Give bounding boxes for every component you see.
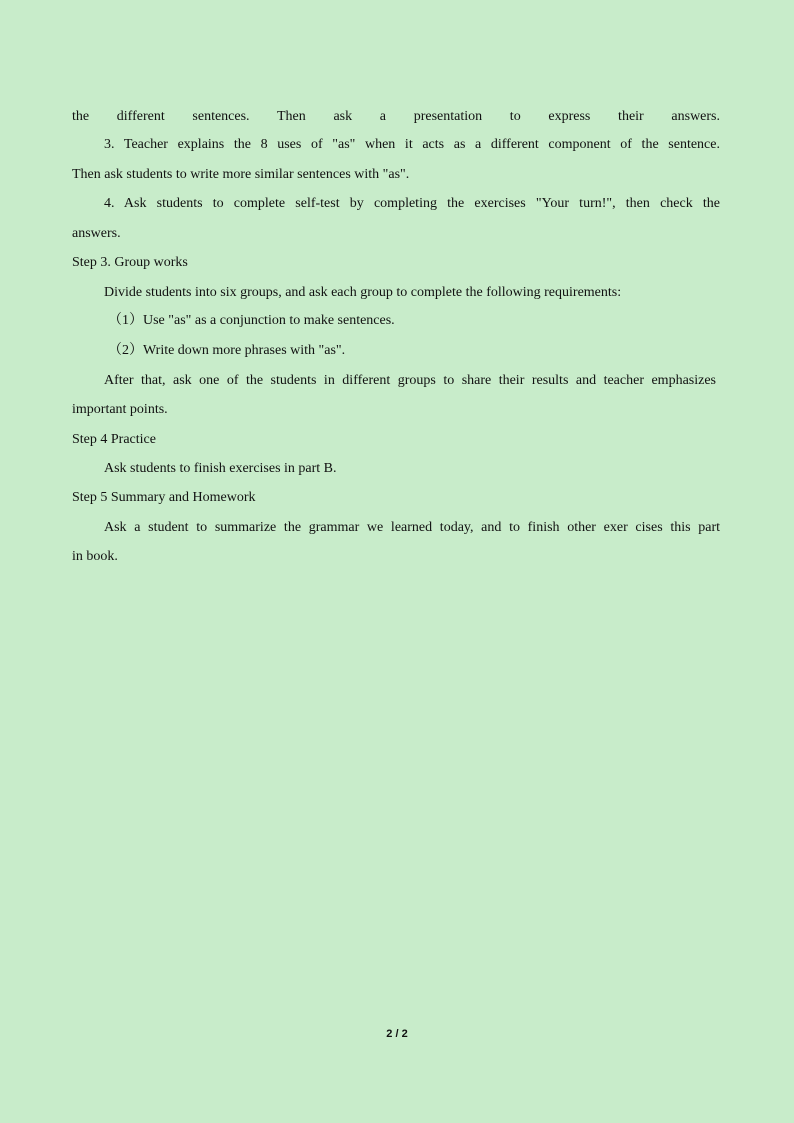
section-heading-step-3: Step 3. Group works <box>72 255 188 270</box>
requirement-item-1: （1）Use "as" as a conjunction to make sentences. <box>108 313 395 328</box>
list-item-4: 4. Ask students to complete self-test by completing the exercises "Your turn!", then check the <box>104 196 720 211</box>
list-item-3: 3. Teacher explains the 8 uses of "as" when it acts as a different component of the sentence. <box>104 137 720 152</box>
paragraph-line: Divide students into six groups, and ask each group to complete the following requirements: <box>104 285 622 300</box>
page-number: 2 / 2 <box>386 1028 408 1040</box>
paragraph-line: in book. <box>72 549 118 564</box>
section-heading-step-5: Step 5 Summary and Homework <box>72 490 256 505</box>
requirement-item-2: （2）Write down more phrases with "as". <box>108 343 346 358</box>
paragraph-line: answers. <box>72 226 121 241</box>
paragraph-line: Ask students to finish exercises in part B. <box>104 461 337 476</box>
paragraph-line: Ask a student to summarize the grammar we learned today, and to finish other exer cises this part <box>104 520 720 535</box>
section-heading-step-4: Step 4 Practice <box>72 432 156 447</box>
paragraph-line: Then ask students to write more similar sentences with "as". <box>72 167 410 182</box>
paragraph-line: the different sentences. Then ask a presentation to express their answers. <box>72 109 720 124</box>
paragraph-line: After that, ask one of the students in different groups to share their results and teacher emphasizes <box>104 373 716 388</box>
paragraph-line: important points. <box>72 402 168 417</box>
